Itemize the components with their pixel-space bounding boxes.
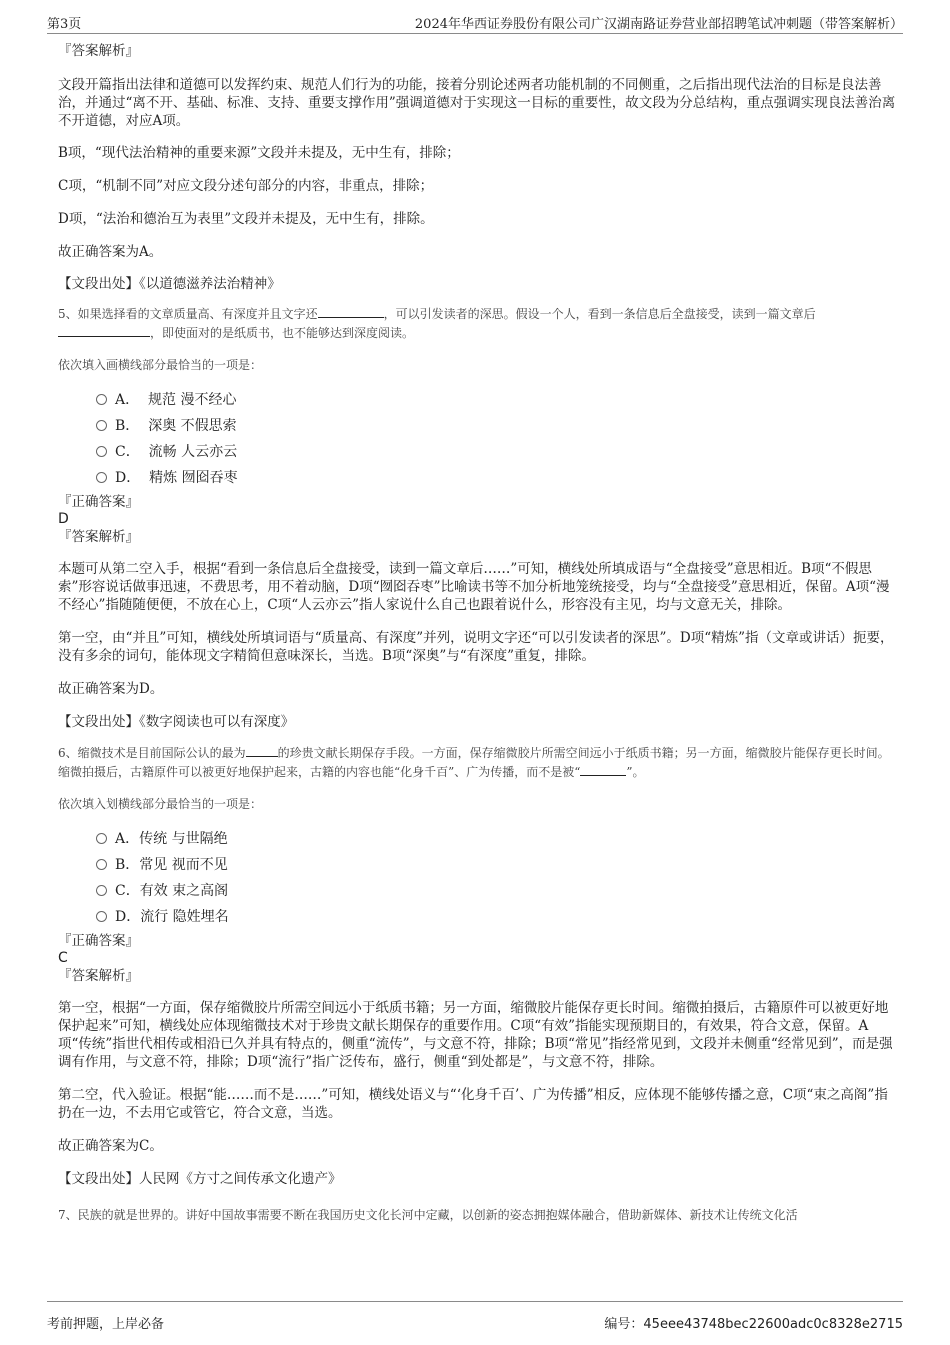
fill-blank (246, 744, 278, 757)
radio-button-icon[interactable] (96, 420, 107, 431)
correct-answer: C (58, 950, 68, 966)
radio-button-icon[interactable] (96, 394, 107, 405)
correct-answer: D (58, 511, 69, 527)
source-citation: 【文段出处】《数字阅读也可以有深度》 (58, 714, 295, 730)
question-6-stem: 6、缩微技术是目前国际公认的最为 的珍贵文献长期保存手段。一方面，保存缩微胶片所需空间远小于纸质书籍；另一方面，缩微胶片能保存更长时间。缩微拍摄后，古籍原件可以被更好地保护起来，古籍的内容也能“化身千百”、广为传播，而不是被“ ”。 (58, 746, 890, 779)
question-6-prompt: 依次填入划横线部分最恰当的一项是： (58, 797, 263, 811)
option-a[interactable]: A． 规范 漫不经心 (96, 387, 898, 413)
analysis-paragraph: 第一空，由“并且”可知，横线处所填词语与“质量高、有深度”并列，说明文字还“可以引发读者的深思”。D项“精炼”指（文章或讲话）扼要，没有多余的词句，能体现文字精简但意味深长，当选。B项“深奥”与“有深度”重复，排除。 (58, 630, 894, 664)
document-code: 编号：45eee43748bec22600adc0c8328e2715 (604, 1317, 903, 1332)
option-c[interactable]: C．有效 束之高阁 (96, 878, 898, 904)
option-d[interactable]: D． 精炼 囫囵吞枣 (96, 465, 898, 491)
analysis-paragraph: B项，“现代法治精神的重要来源”文段并未提及，无中生有，排除； (58, 145, 460, 161)
analysis-heading: 『答案解析』 (58, 968, 139, 984)
radio-button-icon[interactable] (96, 859, 107, 870)
footer-slogan: 考前押题，上岸必备 (47, 1317, 165, 1332)
fill-blank (318, 305, 384, 318)
page-content (58, 42, 898, 1297)
radio-button-icon[interactable] (96, 446, 107, 457)
source-citation: 【文段出处】《以道德滋养法治精神》 (58, 276, 281, 292)
page-number: 第3页 (47, 17, 82, 32)
radio-button-icon[interactable] (96, 472, 107, 483)
analysis-paragraph: C项，“机制不同”对应文段分述句部分的内容，非重点，排除； (58, 178, 434, 194)
page-header (47, 13, 903, 34)
question-5-stem: 5、如果选择看的文章质量高、有深度并且文字还 ，可以引发读者的深思。假设一个人，看到一条信息后全盘接受，读到一篇文章后，即使面对的是纸质书，也不能够达到深度阅读。 (58, 307, 816, 340)
question-7-stem-partial: 7、民族的就是世界的。讲好中国故事需要不断在我国历史文化长河中定藏，以创新的姿态拥抱媒体融合，借助新媒体、新技术让传统文化活 (58, 1208, 798, 1222)
option-b[interactable]: B． 深奥 不假思索 (96, 413, 898, 439)
correct-answer-heading: 『正确答案』 (58, 933, 139, 949)
option-d[interactable]: D．流行 隐姓埋名 (96, 904, 898, 930)
correct-answer-heading: 『正确答案』 (58, 494, 139, 510)
analysis-paragraph: 本题可从第二空入手，根据“看到一条信息后全盘接受，读到一篇文章后……”可知，横线处所填成语与“全盘接受”意思相近。B项“不假思索”形容说话做事迅速，不费思考，用不着动脑，D项“囫囵吞枣”比喻读书等不加分析地笼统接受，均与“全盘接受”意思相近，保留。A项“漫不经心”指随随便便，不放在心上，C项“人云亦云”指人家说什么自己也跟着说什么，形容没有主见，均与文意无关，排除。 (58, 561, 890, 613)
option-b[interactable]: B．常见 视而不见 (96, 852, 898, 878)
analysis-heading: 『答案解析』 (58, 43, 139, 59)
option-a[interactable]: A．传统 与世隔绝 (96, 826, 898, 852)
option-c[interactable]: C． 流畅 人云亦云 (96, 439, 898, 465)
analysis-paragraph: 第二空，代入验证。根据“能……而不是……”可知，横线处语义与“‘化身千百’、广为传播”相反，应体现不能够传播之意，C项“束之高阁”指扔在一边，不去用它或管它，符合文意，当选。 (58, 1087, 888, 1121)
page-footer (47, 1301, 903, 1332)
analysis-conclusion: 故正确答案为A。 (58, 244, 163, 260)
radio-button-icon[interactable] (96, 885, 107, 896)
document-title: 2024年华西证券股份有限公司广汉湖南路证券营业部招聘笔试冲刺题（带答案解析） (414, 17, 903, 32)
analysis-paragraph: D项，“法治和德治互为表里”文段并未提及，无中生有，排除。 (58, 211, 434, 227)
source-citation: 【文段出处】人民网《方寸之间传承文化遗产》 (58, 1171, 342, 1187)
radio-button-icon[interactable] (96, 911, 107, 922)
analysis-paragraph: 文段开篇指出法律和道德可以发挥约束、规范人们行为的功能，接着分别论述两者功能机制的不同侧重，之后指出现代法治的目标是良法善治，并通过“离不开、基础、标准、支持、重要支撑作用”强调道德对于实现这一目标的重要性，故文段为分总结构，重点强调实现良法善治离不开道德，对应A项。 (58, 77, 896, 129)
analysis-conclusion: 故正确答案为C。 (58, 1138, 163, 1154)
analysis-heading: 『答案解析』 (58, 529, 139, 545)
fill-blank (58, 324, 150, 337)
question-5-prompt: 依次填入画横线部分最恰当的一项是： (58, 358, 263, 372)
fill-blank (580, 763, 626, 776)
analysis-conclusion: 故正确答案为D。 (58, 681, 164, 697)
radio-button-icon[interactable] (96, 833, 107, 844)
analysis-paragraph: 第一空，根据“一方面，保存缩微胶片所需空间远小于纸质书籍；另一方面，缩微胶片能保存更长时间。缩微拍摄后，古籍原件可以被更好地保护起来”可知，横线处应体现缩微技术对于珍贵文献长期保存的重要作用。C项“有效”指能实现预期目的，有效果，符合文意，保留。A项“传统”指世代相传或相沿已久并具有特点的，侧重“流传”，与文意不符，排除；B项“常见”指经常见到，文段并未侧重“经常见到”，而是强调有作用，与文意不符，排除；D项“流行”指广泛传布，盛行，侧重“到处都是”，与文意不符，排除。 (58, 1000, 893, 1070)
